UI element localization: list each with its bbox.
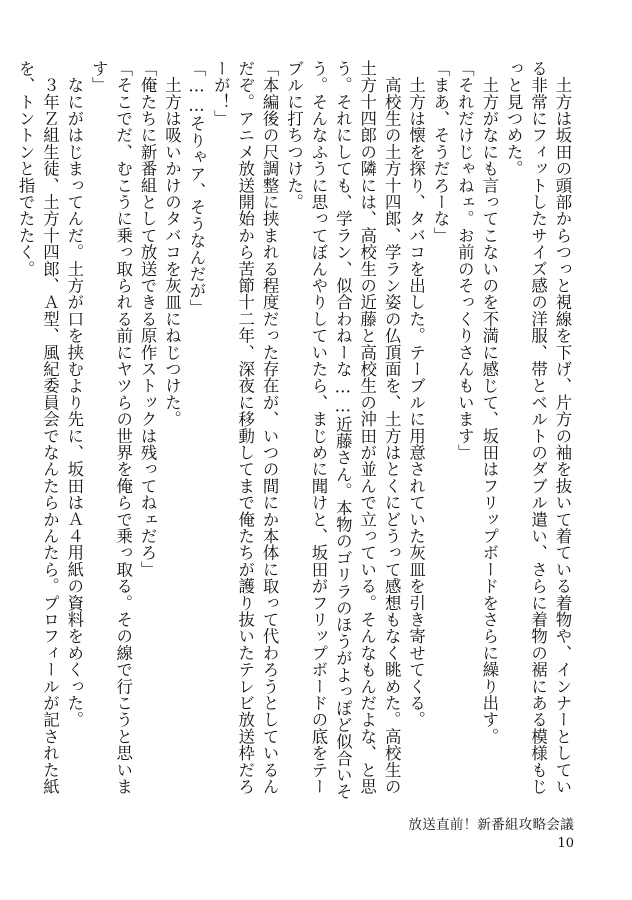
paragraph: 土方は懐を探り、タバコを出した。テーブルに用意されていた灰皿を引き寄せてくる。 <box>406 60 426 728</box>
paragraph: 「俺たちに新番組として放送できる原作ストックは残ってねェだろ」 <box>138 60 158 578</box>
running-head: 放送直前！新番組攻略会議 <box>408 817 574 833</box>
paragraph: ３年Ｚ組生徒、土方十四郎、Ａ型、風紀委員会でなんたらかんたら。プロフィールが記された紙を、トントンと指でたたく。 <box>16 60 60 795</box>
paragraph: 「……そりゃア、そうなんだが」 <box>186 60 206 316</box>
paragraph: 土方がなにも言ってこないのを不満に感じて、坂田はフリップボードをさらに繰り出す。 <box>479 60 499 745</box>
vertical-body-text <box>16 60 574 802</box>
paragraph: 土方は坂田の頭部からつっと視線を下げ、片方の袖を抜いて着ている着物や、インナーとしている非常にフィットしたサイズ感の洋服、帯とベルトのダブル遣い、さらに着物の裾にある模様もじっと見つめた。 <box>504 60 572 795</box>
paragraph: 高校生の土方十四郎、学ラン姿の仏頂面を、土方はとくにどうって感想もなく眺めた。高校生の土方十四郎の隣には、高校生の近藤と高校生の沖田が並んで立っている。そんなもんだよな、と思う。それにしても、学ラン、似合わねーな……近藤さん。本物のゴリラのほうがよっぽど似合いそう。そんなふうに思ってぼんやりしていたら、まじめに聞けと、坂田がフリップボードの底をテーブルに打ちつけた。 <box>284 60 402 800</box>
paragraph: なにがはじまってんだ。土方が口を挟むより先に、坂田はＡ４用紙の資料をめくった。 <box>64 60 84 728</box>
paragraph: 「本編後の尺調整に挟まれる程度だった存在が、いつの間にか本体に取って代わろうとしているんだぞ。アニメ放送開始から苦節十二年、深夜に移動してまで俺たちが護り抜いたテレビ放送枠だろーが！」 <box>211 60 280 795</box>
paragraph: 土方は吸いかけのタバコを灰皿にねじつけた。 <box>162 60 182 428</box>
paragraph: 「そこでだ、むこうに乗っ取られる前にヤツらの世界を俺らで乗っ取る。その線で行こうと思います」 <box>89 60 133 795</box>
paragraph: 「それだけじゃねェ。お前のそっくりさんもいます」 <box>455 60 475 461</box>
paragraph: 「まあ、そうだろーな」 <box>430 60 450 244</box>
page-number: 10 <box>557 836 574 851</box>
